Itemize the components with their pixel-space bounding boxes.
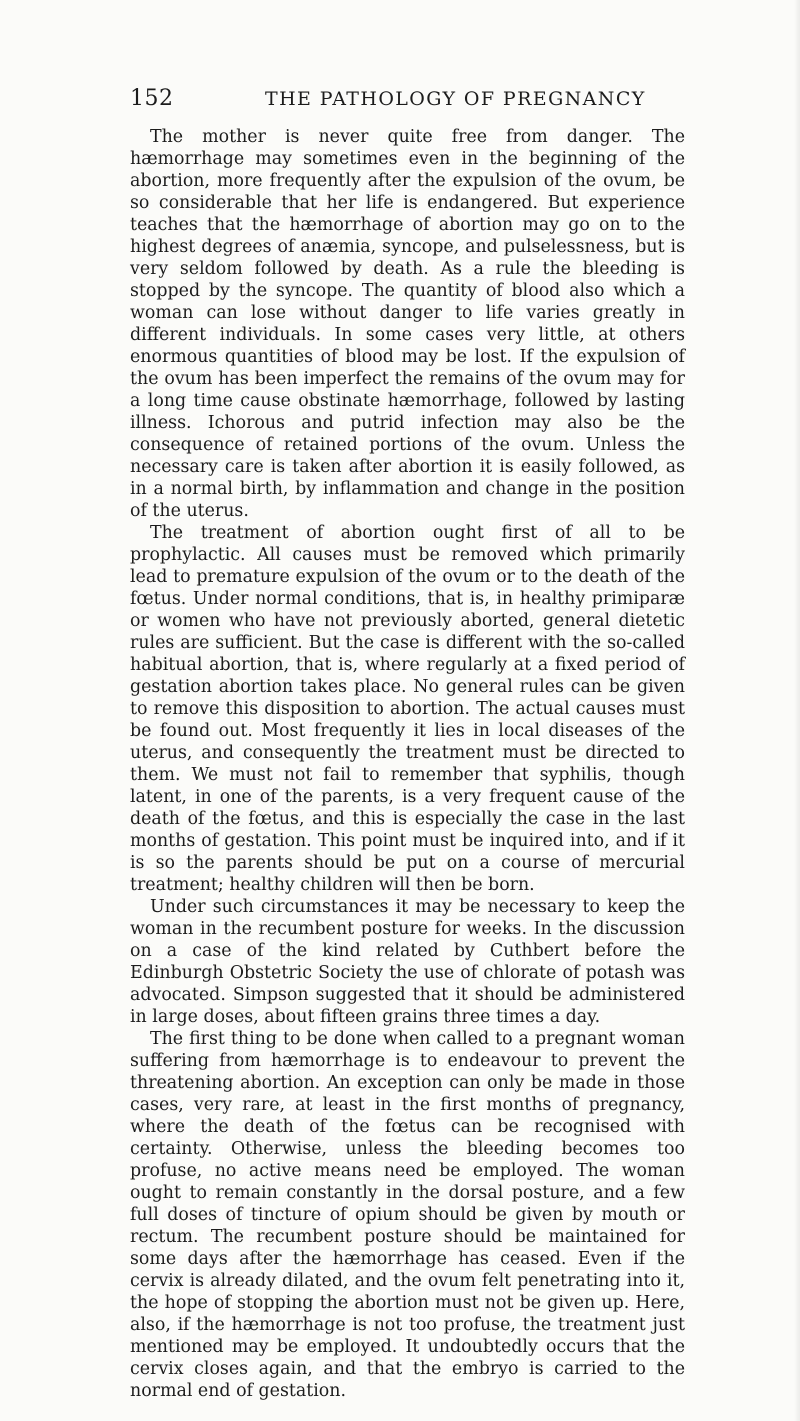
page-header xyxy=(130,86,715,116)
paragraph-treatment-prophylactic: The treatment of abortion ought first of all to be prophylactic. All causes must be removed which primarily lead to premature expulsion of the ovum or to the death of the fœtus. Under normal conditions, that is, in healthy primiparæ or women who have not previously aborted, general dietetic rules are sufficient. But the case is different with the so-called habitual abortion, that is, where regularly at a fixed period of gestation abortion takes place. No general rules can be given to remove this disposition to abortion. The actual causes must be found out. Most frequently it lies in local diseases of the uterus, and consequently the treatment must be directed to them. We must not fail to remember that syphilis, though latent, in one of the parents, is a very frequent cause of the death of the fœtus, and this is especially the case in the last months of gestation. This point must be inquired into, and if it is so the parents should be put on a course of mercurial treatment; healthy children will then be born. xyxy=(130,523,685,895)
page-number: 152 xyxy=(130,86,174,111)
paragraph-recumbent-posture: Under such circumstances it may be necessary to keep the woman in the recumbent posture for weeks. In the discussion on a case of the kind related by Cuthbert before the Edinburgh Obstetric Society the use of chlorate of potash was advocated. Simpson suggested that it should be administered in large doses, about fifteen grains three times a day. xyxy=(130,897,685,1027)
body-text xyxy=(130,126,685,1402)
paragraph-hemorrhage-management: The first thing to be done when called to a pregnant woman suffering from hæmorrhage is to endeavour to prevent the threatening abortion. An exception can only be made in those cases, very rare, at least in the first months of pregnancy, where the death of the fœtus can be recognised with certainty. Otherwise, unless the bleeding becomes too profuse, no active means need be employed. The woman ought to remain constantly in the dorsal posture, and a few full doses of tincture of opium should be given by mouth or rectum. The recumbent posture should be maintained for some days after the hæmorrhage has ceased. Even if the cervix is already dilated, and the ovum felt penetrating into it, the hope of stopping the abortion must not be given up. Here, also, if the hæmorrhage is not too profuse, the treatment just mentioned may be employed. It undoubtedly occurs that the cervix closes again, and that the embryo is carried to the normal end of gestation. xyxy=(130,1029,685,1401)
paragraph-danger-to-mother: The mother is never quite free from danger. The hæmorrhage may sometimes even in the beginning of the abortion, more frequently after the expulsion of the ovum, be so considerable that her life is endangered. But experience teaches that the hæmorrhage of abortion may go on to the highest degrees of anæmia, syncope, and pulselessness, but is very seldom followed by death. As a rule the bleeding is stopped by the syncope. The quantity of blood also which a woman can lose without danger to life varies greatly in different individuals. In some cases very little, at others enormous quantities of blood may be lost. If the expulsion of the ovum has been imperfect the remains of the ovum may for a long time cause obstinate hæmorrhage, followed by lasting illness. Ichorous and putrid infection may also be the consequence of retained portions of the ovum. Unless the necessary care is taken after abortion it is easily followed, as in a normal birth, by inflammation and change in the position of the uterus. xyxy=(130,127,685,521)
running-head: THE PATHOLOGY OF PREGNANCY xyxy=(265,88,646,110)
page-edge-shadow xyxy=(794,0,800,1421)
